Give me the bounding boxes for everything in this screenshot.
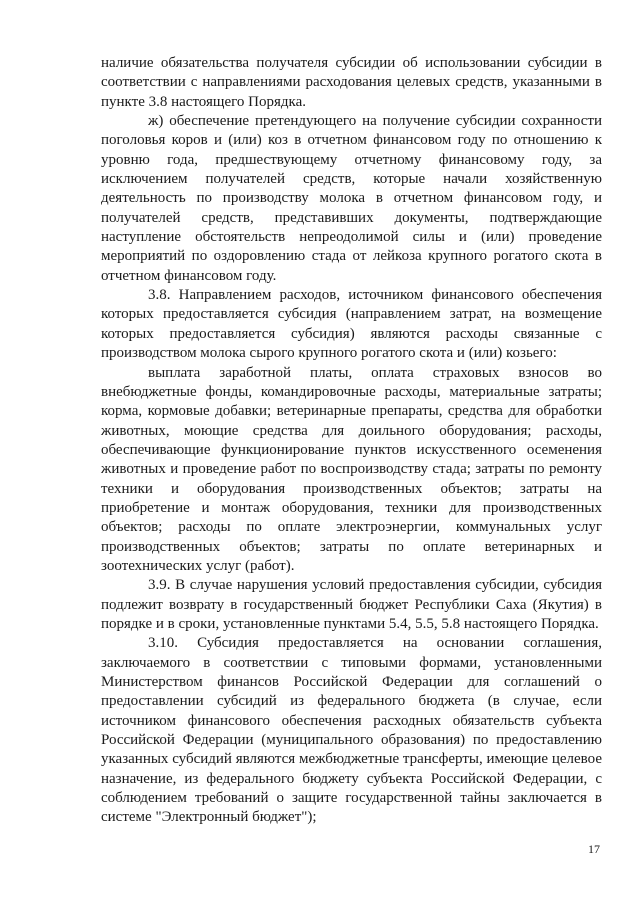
- paragraph-3-10: 3.10. Субсидия предоставляется на основании соглашения, заключаемого в соответствии с типовыми формами, установленными Министерством финансов Российской Федерации для соглашений о предоставлении субсидий из федерального бюджета (в случае, если источником финансового обеспечения расходных обязательств субъекта Российской Федерации (муниципального образования) по предоставлению указанных субсидий являются межбюджетные трансферты, имеющие целевое назначение, из федерального бюджету субъекта Российской Федерации, с соблюдением требований о защите государственной тайны заключается в системе "Электронный бюджет");: [101, 635, 602, 826]
- paragraph-expenses-list: выплата заработной платы, оплата страховых взносов во внебюджетные фонды, командировочные расходы, материальные затраты; корма, кормовые добавки; ветеринарные препараты, средства для обработки животных, моющие средства для доильного оборудования; расходы, обеспечивающие функционирование пунктов искусственного осеменения животных и проведение работ по воспроизводству стада; затраты по ремонту техники и оборудования производственных объектов; затраты на приобретение и монтаж оборудования, техники для производственных объектов; расходы по оплате электроэнергии, коммунальных услуг производственных объектов; затраты по оплате ветеринарных и зоотехнических услуг (работ).: [101, 364, 602, 574]
- paragraph-3-8: 3.8. Направлением расходов, источником финансового обеспечения которых предоставляется субсидия (направлением затрат, на возмещение которых предоставляется субсидия) являются расходы связанные с производством молока сырого крупного рогатого скота и (или) козьего:: [101, 287, 602, 362]
- paragraph-3-9: 3.9. В случае нарушения условий предоставления субсидии, субсидия подлежит возврату в государственный бюджет Республики Саха (Якутия) в порядке и в сроки, установленные пунктами 5.4, 5.5, 5.8 настоящего Порядка.: [101, 577, 602, 632]
- page-number: 17: [588, 842, 600, 856]
- paragraph-continuation: наличие обязательства получателя субсидии об использовании субсидии в соответствии с направлениями расходования целевых средств, указанными в пункте 3.8 настоящего Порядка.: [101, 55, 602, 110]
- paragraph-item-zh: ж) обеспечение претендующего на получение субсидии сохранности поголовья коров и (или) коз в отчетном финансовом году по отношению к уровню года, предшествующему отчетному финансовому году, за исключением получателей средств, которые начали хозяйственную деятельность по производству молока в отчетном финансовом году, и получателей средств, представивших документы, подтверждающие наступление обстоятельств непреодолимой силы и (или) проведение мероприятий по оздоровлению стада от лейкоза крупного рогатого скота в отчетном финансовом году.: [101, 113, 602, 284]
